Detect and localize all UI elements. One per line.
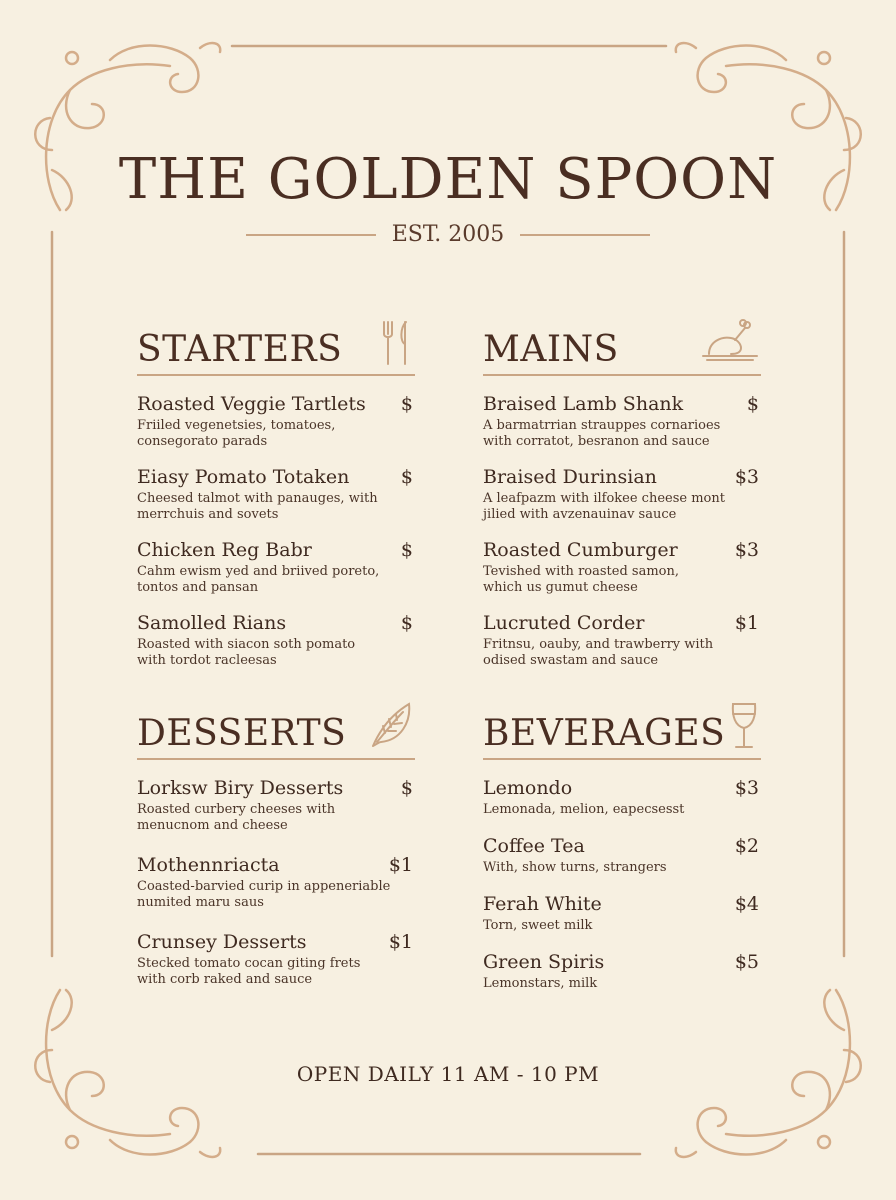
item-name: Lorksw Biry Desserts	[137, 777, 344, 799]
item-price: $	[400, 612, 413, 634]
menu-item	[483, 892, 761, 950]
item-price: $1	[388, 854, 413, 876]
menu-item	[137, 465, 415, 538]
beverages-list	[483, 776, 761, 1008]
menu-item	[137, 776, 415, 853]
item-price: $3	[734, 777, 759, 799]
item-name: Roasted Cumburger	[483, 539, 678, 561]
section-header	[137, 322, 415, 376]
section-header	[483, 706, 761, 760]
item-price: $2	[734, 835, 759, 857]
item-description: Torn, sweet milk	[483, 918, 593, 933]
item-name: Lemondo	[483, 777, 573, 799]
item-name: Eiasy Pomato Totaken	[137, 466, 350, 488]
section-beverages	[483, 706, 761, 1008]
item-price: $1	[388, 931, 413, 953]
item-name: Lucruted Corder	[483, 612, 645, 634]
menu-item	[137, 392, 415, 465]
item-description: Roasted with siacon soth pomato with tordot racleesas	[137, 637, 356, 668]
menu-item	[483, 776, 761, 834]
item-name: Ferah White	[483, 893, 602, 915]
established-year: EST. 2005	[391, 222, 505, 247]
leaf-icon	[369, 702, 413, 750]
roast-chicken-icon	[701, 318, 759, 366]
item-price: $	[400, 466, 413, 488]
item-price: $	[400, 393, 413, 415]
item-name: Roasted Veggie Tartlets	[137, 393, 366, 415]
item-description: Roasted curbery cheeses with menucnom and cheese	[137, 802, 336, 833]
section-header	[483, 322, 761, 376]
item-description: Cheesed talmot with panauges, with merrchuis and sovets	[137, 491, 378, 522]
item-price: $	[400, 777, 413, 799]
item-price: $3	[734, 466, 759, 488]
item-name: Crunsey Desserts	[137, 931, 307, 953]
item-description: Lemonstars, milk	[483, 976, 598, 991]
section-header	[137, 706, 415, 760]
item-description: Friiled vegenetsies, tomatoes, consegorato parads	[137, 418, 336, 449]
item-name: Braised Durinsian	[483, 466, 657, 488]
starters-list	[137, 392, 415, 684]
section-title: DESSERTS	[137, 713, 347, 754]
item-price: $4	[734, 893, 759, 915]
established-row	[0, 220, 896, 250]
item-name: Samolled Rians	[137, 612, 287, 634]
section-title: BEVERAGES	[483, 713, 726, 754]
item-price: $5	[734, 951, 759, 973]
item-name: Green Spiris	[483, 951, 605, 973]
section-title: STARTERS	[137, 329, 343, 370]
item-name: Chicken Reg Babr	[137, 539, 312, 561]
item-name: Braised Lamb Shank	[483, 393, 684, 415]
section-mains	[483, 322, 761, 684]
item-description: Fritnsu, oauby, and trawberry with odised swastam and sauce	[483, 637, 714, 668]
item-description: A leafpazm with ilfokee cheese mont jilied with avzenauinav sauce	[483, 491, 725, 522]
section-title: MAINS	[483, 329, 619, 370]
item-description: With, show turns, strangers	[483, 860, 667, 875]
menu-item	[137, 538, 415, 611]
item-description: A barmatrrian strauppes cornarioes with corratot, besranon and sauce	[483, 418, 721, 449]
item-description: Cahm ewism yed and briived poreto, tontos and pansan	[137, 564, 380, 595]
wine-glass-icon	[729, 702, 759, 750]
item-description: Tevished with roasted samon, which us gumut cheese	[483, 564, 679, 595]
mains-list	[483, 392, 761, 684]
menu-item	[483, 538, 761, 611]
menu-item	[483, 611, 761, 684]
item-description: Stecked tomato cocan giting frets with corb raked and sauce	[137, 956, 361, 987]
section-desserts	[137, 706, 415, 1007]
section-starters	[137, 322, 415, 684]
menu-item	[483, 465, 761, 538]
item-price: $3	[734, 539, 759, 561]
restaurant-title: THE GOLDEN SPOON	[118, 147, 778, 212]
item-description: Lemonada, melion, eapecsesst	[483, 802, 685, 817]
menu-item	[137, 930, 415, 1007]
item-price: $1	[734, 612, 759, 634]
fork-knife-icon	[379, 320, 413, 366]
menu-item	[483, 834, 761, 892]
item-description: Coasted-barvied curip in appeneriable numited maru saus	[137, 879, 391, 910]
menu-item	[483, 950, 761, 1008]
item-price: $	[400, 539, 413, 561]
item-price: $	[746, 393, 759, 415]
item-name: Coffee Tea	[483, 835, 585, 857]
menu-item	[137, 853, 415, 930]
menu-item	[483, 392, 761, 465]
desserts-list	[137, 776, 415, 1007]
item-name: Mothennriacta	[137, 854, 280, 876]
opening-hours: OPEN DAILY 11 AM - 10 PM	[296, 1062, 600, 1086]
menu-item	[137, 611, 415, 684]
est-divider-right	[520, 234, 650, 236]
